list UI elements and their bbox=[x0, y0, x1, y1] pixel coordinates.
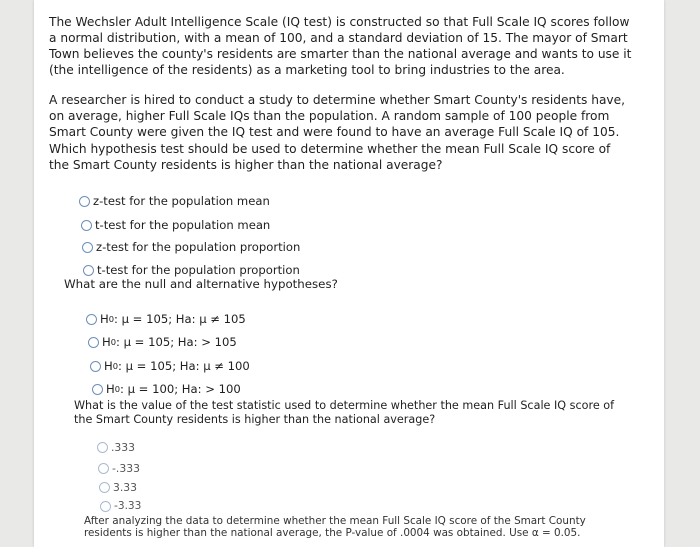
q1-option-t-proportion[interactable] bbox=[83, 263, 300, 277]
radio-button[interactable] bbox=[98, 463, 109, 474]
q1-option-z-proportion[interactable] bbox=[82, 240, 300, 254]
q1-option-z-mean[interactable] bbox=[79, 194, 270, 208]
intro-paragraph: The Wechsler Adult Intelligence Scale (IQ test) is constructed so that Full Scale IQ scores follow a normal distribution, with a mean of 100, and a standard deviation of 15. The mayor of Smart Town believes the county's residents are smarter than the national average and wants to use it (the intelligence of the residents) as a marketing tool to bring industries to the area. bbox=[49, 15, 632, 77]
question-page bbox=[34, 0, 664, 547]
radio-button[interactable] bbox=[99, 482, 110, 493]
q1-option-label: z-test for the population proportion bbox=[96, 240, 301, 254]
study-paragraph: A researcher is hired to conduct a study to determine whether Smart County's residents have, on average, higher Full Scale IQs than the population. A random sample of 100 people from Smart County were given the IQ test and were found to have an average Full Scale IQ of 105. bbox=[49, 93, 625, 139]
radio-button[interactable] bbox=[79, 196, 90, 207]
radio-button[interactable] bbox=[90, 361, 101, 372]
question-1-prompt: Which hypothesis test should be used to determine whether the mean Full Scale IQ score of the Smart County residents is higher than the national average? bbox=[49, 142, 611, 172]
radio-button[interactable] bbox=[83, 265, 94, 276]
radio-button[interactable] bbox=[97, 442, 108, 453]
q2-option-1[interactable]: H 0 : μ = 105; Ha: μ ≠ 105 bbox=[86, 312, 246, 326]
q3-option-1[interactable] bbox=[97, 441, 135, 454]
q1-option-t-mean[interactable] bbox=[81, 218, 270, 232]
q3-option-4[interactable] bbox=[100, 500, 141, 512]
question-3-prompt: What is the value of the test statistic used to determine whether the mean Full Scale IQ score of the Smart County residents is higher than the national average? bbox=[74, 399, 615, 426]
radio-button[interactable] bbox=[92, 384, 103, 395]
q1-option-label: t-test for the population mean bbox=[95, 218, 271, 232]
radio-button[interactable] bbox=[82, 242, 93, 253]
q3-option-label: .333 bbox=[111, 441, 136, 454]
q3-option-3[interactable] bbox=[99, 481, 137, 494]
q3-option-label: -.333 bbox=[112, 462, 140, 475]
q2-option-2[interactable]: H 0 : μ = 105; Ha: > 105 bbox=[88, 335, 237, 349]
q3-option-label: -3.33 bbox=[114, 500, 142, 512]
radio-button[interactable] bbox=[88, 337, 99, 348]
q1-option-label: z-test for the population mean bbox=[93, 194, 270, 208]
q3-option-2[interactable] bbox=[98, 462, 140, 475]
q1-option-label: t-test for the population proportion bbox=[97, 263, 300, 277]
question-4-prompt: After analyzing the data to determine whether the mean Full Scale IQ score of the Smart County residents is higher than the national average, the P-value of .0004 was obtained. Use α = 0.05. bbox=[84, 515, 586, 539]
radio-button[interactable] bbox=[86, 314, 97, 325]
radio-button[interactable] bbox=[81, 220, 92, 231]
q2-option-3[interactable]: H 0 : μ = 105; Ha: μ ≠ 100 bbox=[90, 359, 250, 373]
q3-option-label: 3.33 bbox=[113, 481, 138, 494]
question-2-prompt: What are the null and alternative hypotheses? bbox=[64, 277, 338, 291]
radio-button[interactable] bbox=[100, 501, 111, 512]
q2-option-4[interactable]: H 0 : μ = 100; Ha: > 100 bbox=[92, 382, 241, 396]
